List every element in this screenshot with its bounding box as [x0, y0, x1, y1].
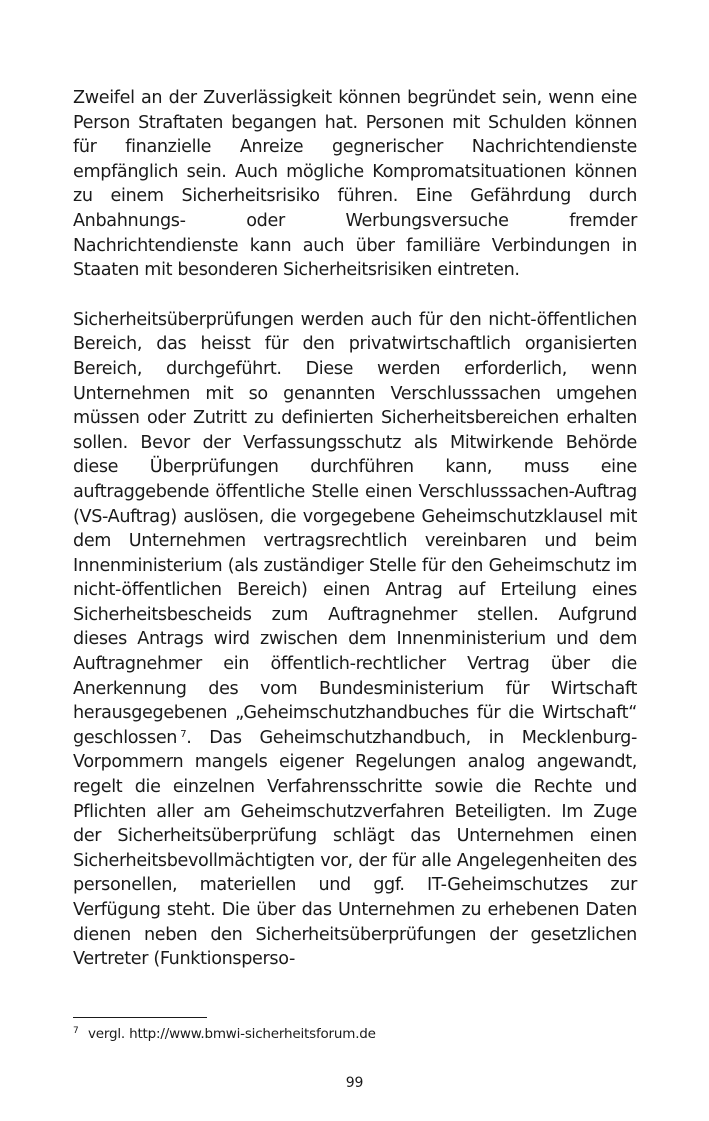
footnote-divider: [73, 1017, 207, 1018]
footnote-text: vergl. http://www.bmwi-sicherheitsforum.de: [88, 1026, 376, 1042]
paragraph-2: [73, 308, 637, 972]
footnote-reference[interactable]: 7: [180, 728, 187, 740]
page-number: 99: [345, 1075, 364, 1091]
page-body: [73, 86, 637, 972]
paragraph-2-text-b: . Das Geheimschutzhandbuch, in Mecklenburg-Vorpommern mangels eigener Regelungen analog angewandt, regelt die einzelnen Verfahrensschritte sowie die Rechte und Pflichten aller am Geheimschutzverfahren Beteiligten. Im Zuge der Sicherheitsüberprüfung schlägt das Unternehmen einen Sicherheitsbevollmächtigten vor, der für alle Angelegenheiten des personellen, materiellen und ggf. IT-Geheimschutzes zur Verfügung steht. Die über das Unternehmen zu erhebenen Daten dienen neben den Sicherheitsüberprüfungen der gesetzlichen Vertreter (Funktionsperso-: [73, 727, 637, 970]
footnote-mark: 7: [73, 1026, 79, 1036]
paragraph-2-text-a: Sicherheitsüberprüfungen werden auch für den nicht-öffentlichen Bereich, das heisst für den privatwirtschaftlich organisierten Bereich, durchgeführt. Diese werden erforderlich, wenn Unternehmen mit so genannten Verschlusssachen umgehen müssen oder Zutritt zu definierten Sicherheitsbereichen erhalten sollen. Bevor der Verfassungsschutz als Mitwirkende Behörde diese Überprüfungen durchführen kann, muss eine auftraggebende öffentliche Stelle einen Verschlusssachen-Auftrag (VS-Auftrag) auslösen, die vorgegebene Geheimschutzklausel mit dem Unternehmen vertragsrechtlich vereinbaren und beim Innenministerium (als zuständiger Stelle für den Geheimschutz im nicht-öffentlichen Bereich) einen Antrag auf Erteilung eines Sicherheitsbescheids zum Auftragnehmer stellen. Aufgrund dieses Antrags wird zwischen dem Innenministerium und dem Auftragnehmer ein öffentlich-rechtlicher Vertrag über die Anerkennung des vom Bundesministerium für Wirtschaft herausgegebenen „Geheimschutzhandbuches für die Wirtschaft“ geschlossen: [73, 309, 637, 748]
footnote: [73, 1022, 376, 1043]
paragraph-1: Zweifel an der Zuverlässigkeit können begründet sein, wenn eine Person Straftaten begangen hat. Personen mit Schulden können für finanzielle Anreize gegnerischer Nachrichtendienste empfänglich sein. Auch mögliche Kompromatsituationen können zu einem Sicherheitsrisiko führen. Eine Gefährdung durch Anbahnungs- oder Werbungsversuche fremder Nachrichtendienste kann auch über familiäre Verbindungen in Staaten mit besonderen Sicherheitsrisiken eintreten.: [73, 88, 637, 281]
